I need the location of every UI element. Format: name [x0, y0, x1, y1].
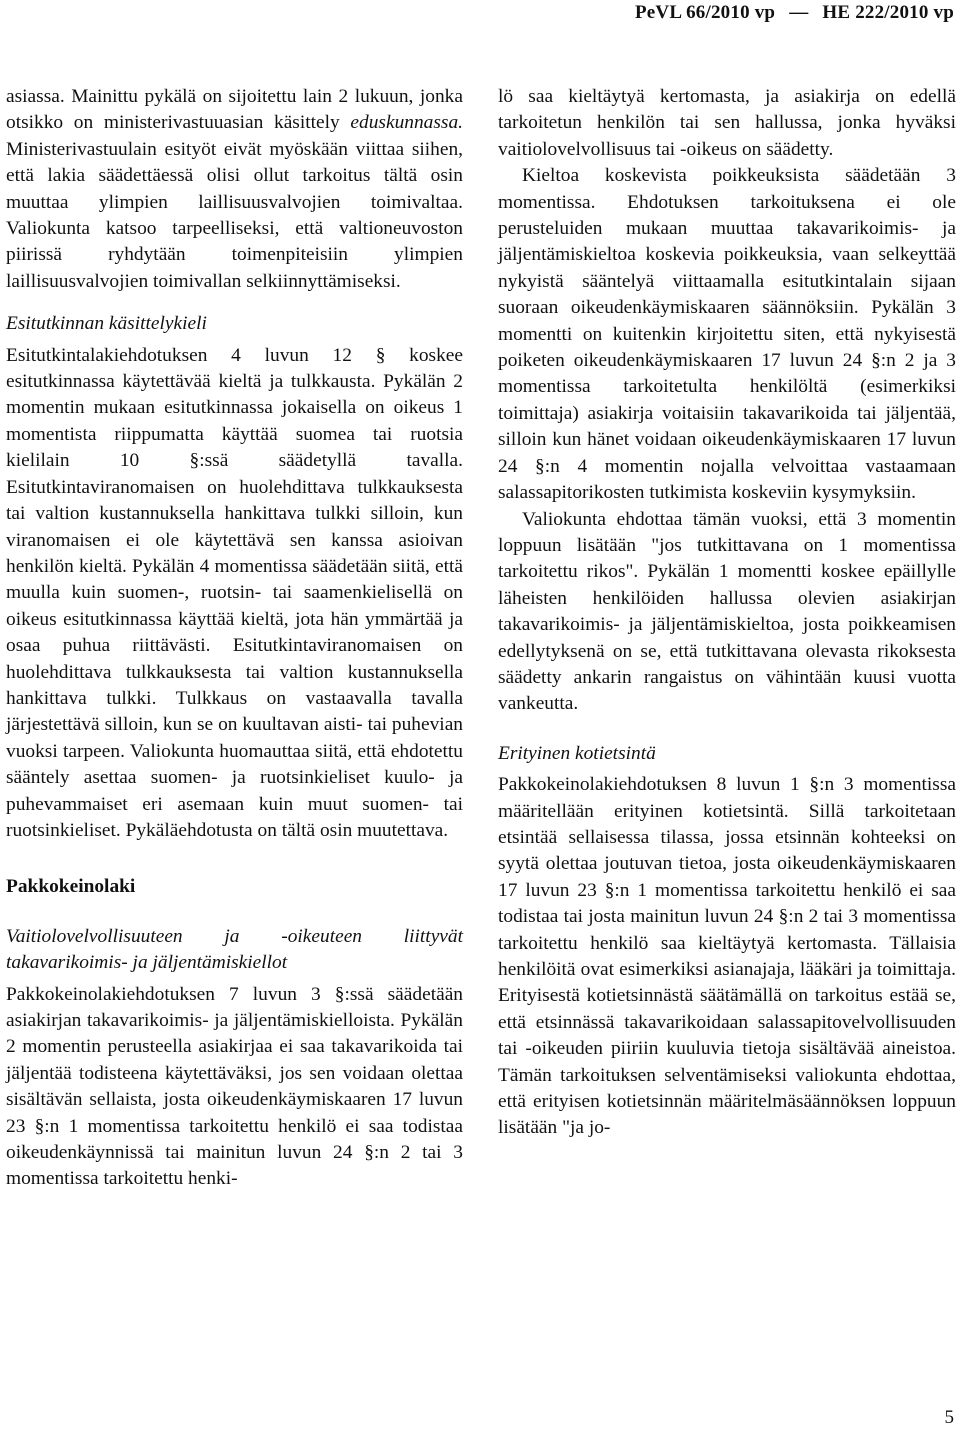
section-heading-confidentiality: Vaitiolovelvollisuuteen ja -oikeuteen liittyvät takavarikoimis- ja jäljentämiskiellot	[6, 925, 463, 974]
bill-reference: HE 222/2010 vp	[822, 2, 954, 23]
paragraph-continuation: lö saa kieltäytyä kertomasta, ja asiakirja on edellä tarkoitetun henkilön tai sen hallussa, jonka hyväksi vaitiolovelvollisuus tai -oikeus on säädetty.	[498, 86, 956, 160]
paragraph-language: Esitutkintalakiehdotuksen 4 luvun 12 § koskee esitutkinnassa käytettävää kieltä ja tulkkausta. Pykälän 2 momentin mukaan esitutkinnassa jokaisella on oikeus 1 momentista riippumatta käyttää suomea tai ruotsia kielilain 10 §:ssä säädetyllä tavalla. Esitutkintaviranomaisen on huolehdittava tulkkauksesta tai valtion kustannuksella hankittava tulkki silloin, kun viranomaisen ei ole käytettävä sen kanssa asioivan henkilön kieltä. Pykälän 4 momentissa säädetään siitä, että muulla kuin suomen-, ruotsin- tai saamenkielisellä on oikeus esitutkinnassa käyttää kieltä, jota hän ymmärtää ja osaa puhua riittävästi. Esitutkintaviranomaisen on huolehdittava tulkkauksesta tai valtion kustannuksella hankittava tulkki. Tulkkaus on vastaavalla tavalla järjestettävä silloin, kun se on kuultavan aisti- tai puhevian vuoksi tarpeen. Valiokunta huomauttaa siitä, että ehdotettu sääntely asettaa suomen- ja ruotsinkieliset kuulo- ja puhevammaiset eri asemaan kuin muut suomen- tai ruotsinkieliset. Pykäläehdotusta on tältä osin muutettava.	[6, 344, 463, 841]
left-column	[6, 84, 463, 1193]
paragraph-special-search: Pakkokeinolakiehdotuksen 8 luvun 1 §:n 3 momentissa määritellään erityinen kotietsintä. Sillä tarkoitetaan etsintää sellaisessa tilassa, jossa etsinnän kohteeksi on syytä olettaa joutuvan tietoa, josta oikeudenkäymiskaaren 17 luvun 23 §:n 1 momentissa tarkoitettu henkilö ei saa todistaa tai josta mainitun luvun 24 §:n 2 tai 3 momentissa tarkoitettu henkilö saa kieltäytyä kertomasta. Tällaisia henkilöitä ovat esimerkiksi asianajaja, lääkäri ja toimittaja. Erityisestä kotietsinnästä säätämällä on tarkoitus estää se, että etsinnässä takavarikoidaan salassapitovelvollisuuden tai -oikeuden piiriin kuuluvia tietoja sisältävää aineistoa. Tämän tarkoituksen selventämiseksi valiokunta ehdottaa, että erityisen kotietsinnän määritelmäsäännöksen loppuun lisätään "ja jo-	[498, 774, 956, 1139]
section-heading-language: Esitutkinnan käsittelykieli	[6, 313, 207, 335]
page-number: 5	[944, 1407, 954, 1428]
emphasis-text: eduskunnassa.	[350, 112, 463, 134]
paragraph-seizure-prohibitions: Pakkokeinolakiehdotuksen 7 luvun 3 §:ssä säädetään asiakirjan takavarikoimis- ja jäljentämiskielloista. Pykälän 2 momentin perusteella asiakirjaa ei saa takavarikoida tai jäljentää todisteena käytettäväksi, jos sen voidaan olettaa sisältävän sellaista, josta oikeudenkäymiskaaren 17 luvun 23 §:n 1 momentissa tarkoitettu henkilö ei saa todistaa oikeudenkäynnissä tai mainitun luvun 24 §:n 2 tai 3 momentissa tarkoitettu henki-	[6, 983, 463, 1190]
running-header	[635, 2, 954, 24]
paragraph-text: asiassa. Mainittu pykälä on sijoitettu lain 2 lukuun, jonka otsikko on ministerivastuuasian käsittely	[6, 86, 463, 134]
section-heading-special-search: Erityinen kotietsintä	[498, 742, 656, 764]
header-separator: —	[789, 2, 809, 23]
section-heading-coercive-measures-act: Pakkokeinolaki	[6, 876, 136, 898]
paragraph-committee-proposal: Valiokunta ehdottaa tämän vuoksi, että 3 momentin loppuun lisätään "jos tutkittavana on 1 momentissa tarkoitettu rikos". Pykälän 1 momentti koskee epäillylle läheisten henkilöiden hallussa olevien asiakirjan takavarikoimis- ja jäljentämiskieltoa, josta poikkeamisen edellytyksenä on se, että tutkittavana olevasta rikoksesta säädetty ankarin rangaistus on vähintään kuusi vuotta vankeutta.	[498, 508, 956, 715]
document-reference: PeVL 66/2010 vp	[634, 2, 776, 23]
paragraph-text: Ministerivastuulain esityöt eivät myöskään viittaa siihen, että lakia säädettäessä olisi ollut tarkoitus tältä osin muuttaa ylimpien laillisuusvalvojien toimivaltaa. Valiokunta katsoo tarpeelliseksi, että valtioneuvoston piirissä ryhdytään toimenpiteisiin ylimpien laillisuusvalvojien toimivallan selkiinnyttämiseksi.	[6, 138, 463, 292]
right-column	[498, 84, 956, 1142]
paragraph-exceptions: Kieltoa koskevista poikkeuksista säädetään 3 momentissa. Ehdotuksen tarkoituksena ei ole perusteluiden mukaan muuttaa takavarikoimis- ja jäljentämiskieltoa koskevia poikkeuksia, vaan selkeyttää nykyistä sääntelyä viittaamalla esitutkintalain sijaan suoraan oikeudenkäymiskaaren säännöksiin. Pykälän 3 momentti on kuitenkin kirjoitettu siten, että nykyisestä poiketen oikeudenkäymiskaaren 17 luvun 24 §:n 2 ja 3 momentissa tarkoitetulta henkilöltä (esimerkiksi toimittaja) asiakirja voitaisiin takavarikoida tai jäljentää, silloin kun hänet voidaan oikeudenkäymiskaaren 17 luvun 24 §:n 4 momentin nojalla velvoittaa vastaamaan salassapitorikosten tutkimista koskeviin kysymyksiin.	[498, 165, 956, 504]
paragraph-legal-oversight	[6, 84, 463, 295]
